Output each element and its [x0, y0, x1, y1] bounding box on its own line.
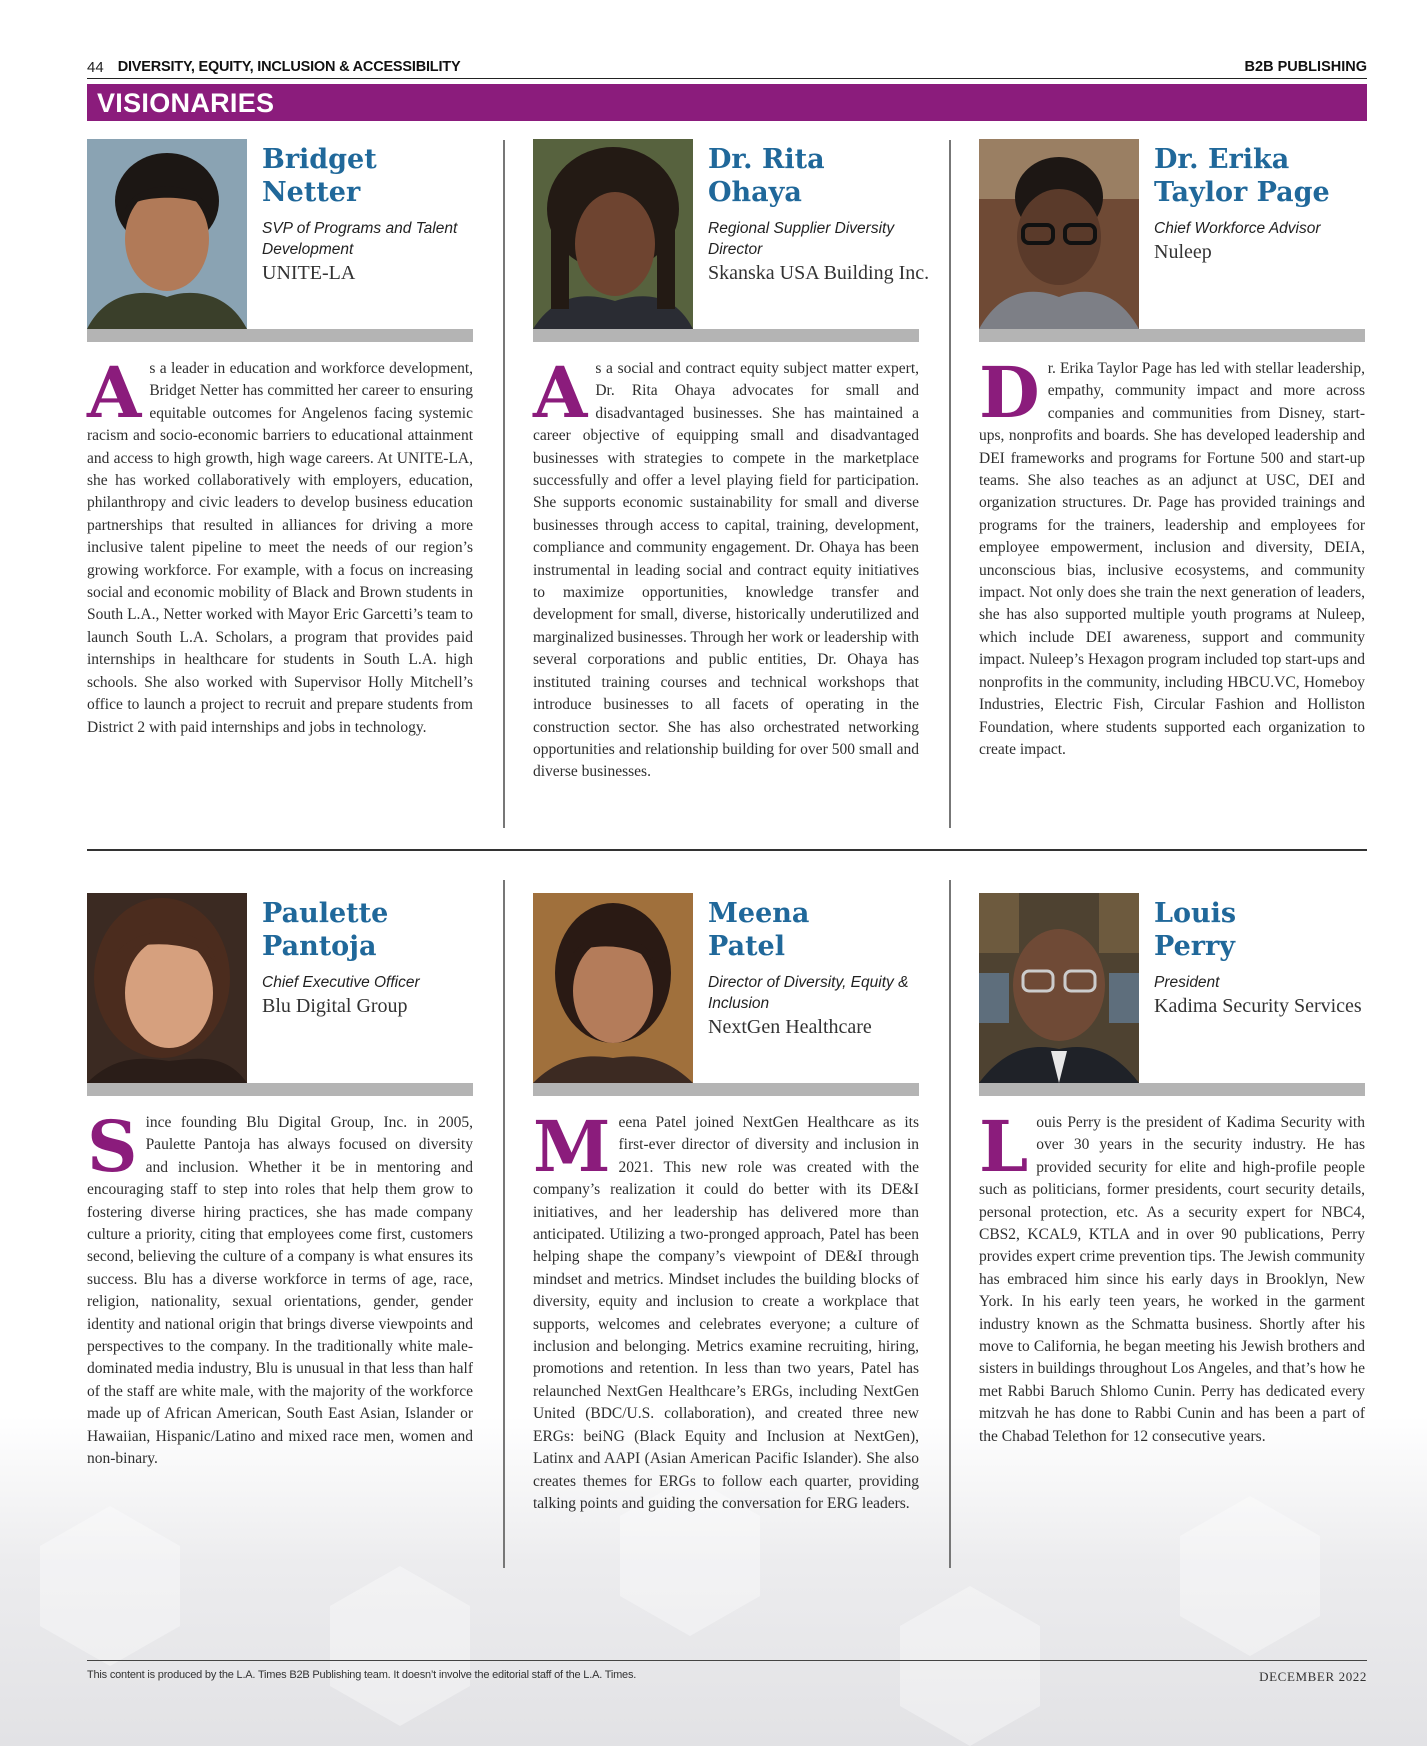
- profile-organization: Skanska USA Building Inc.: [708, 262, 930, 284]
- banner-title: VISIONARIES: [97, 88, 275, 118]
- photo-divider-bar: [979, 329, 1365, 342]
- profile-name-last: Pantoja: [262, 931, 377, 962]
- page-number: 44: [87, 58, 104, 76]
- portrait-photo: [87, 139, 247, 329]
- profile-header: [1154, 897, 1379, 1017]
- profile-name-first: Bridget: [262, 144, 377, 175]
- drop-cap: D: [979, 351, 1040, 434]
- profile-bio: [533, 1105, 919, 1515]
- profile-name-first: Meena: [708, 898, 810, 929]
- profile-header: [708, 897, 933, 1038]
- profile-header: [708, 143, 933, 284]
- column-divider: [503, 140, 505, 828]
- profile-header: [262, 897, 487, 1017]
- drop-cap: A: [533, 351, 588, 434]
- photo-divider-bar: [533, 1083, 919, 1096]
- bio-text: ouis Perry is the president of Kadima Security with over 30 years in the security industry. He has provided security for elite and high-profile people such as politicians, former presidents, court security details, personal protection, etc. As a security expert for NBC4, CBS2, KCAL9, KTLA and in over 90 publications, Perry provides expert crime prevention tips. The Jewish community has embraced him since his early days in Brooklyn, New York. In his early teen years, he worked in the garment industry known as the Schmatta business. Shortly after his move to California, he began meeting his Jewish brothers and sisters in buildings throughout Los Angeles, and that’s how he met Rabbi Baruch Shlomo Cunin. Perry has dedicated every mitzvah he has done to Rabbi Cunin and has been a part of the Chabad Telethon for 12 consecutive years.: [979, 1114, 1365, 1445]
- profile-role: Director of Diversity, Equity & Inclusion: [708, 974, 909, 1012]
- column-divider: [503, 880, 505, 1568]
- bio-text: s a leader in education and workforce development, Bridget Netter has committed her career to ensuring equitable outcomes for Angelenos facing systemic racism and socio-economic barriers to educational attainment and access to high growth, high wage careers. At UNITE-LA, she has worked collaboratively with employers, education, philanthropy and civic leaders to develop business education partnerships that resulted in alliances for driving a more inclusive talent pipeline to meet the needs of our region’s growing workforce. For example, with a focus on increasing social and economic mobility of Black and Brown students in South L.A., Netter worked with Mayor Eric Garcetti’s team to launch South L.A. Scholars, a program that provides paid internships in healthcare for students in South L.A. high schools. She also worked with Supervisor Holly Mitchell’s office to launch a project to recruit and prepare students from District 2 with paid internships and jobs in technology.: [87, 360, 473, 736]
- profile-bio: [979, 351, 1365, 761]
- profile-role: Chief Workforce Advisor: [1154, 220, 1321, 237]
- profile-name-first: Dr. Erika: [1154, 144, 1290, 175]
- bio-text: ince founding Blu Digital Group, Inc. in 2005, Paulette Pantoja has always focused on diversity and inclusion. Whether it be in mentoring and encouraging staff to step into roles that help them grow to fostering diverse hiring practices, she has made company culture a priority, citing that employees come first, customers second, believing the culture of a company is what ensures its success. Blu has a diverse workforce in terms of age, race, religion, nationality, sexual orientations, gender, gender identity and national origin that brings diverse viewpoints and perspectives to the company. In the traditionally white male-dominated media industry, Blu is unusual in that less than half of the staff are white male, with the majority of the workforce made up of African American, South East Asian, Islander or Hawaiian, Hispanic/Latino and mixed race men, women and non-binary.: [87, 1114, 474, 1468]
- photo-divider-bar: [533, 329, 919, 342]
- portrait-photo: [533, 139, 693, 329]
- profile-name-first: Louis: [1154, 898, 1237, 929]
- photo-divider-bar: [979, 1083, 1365, 1096]
- profile-header: [1154, 143, 1379, 263]
- profile-organization: Blu Digital Group: [262, 995, 408, 1017]
- footer-date: DECEMBER 2022: [1259, 1669, 1367, 1684]
- profile-role: SVP of Programs and Talent Development: [262, 220, 458, 258]
- page-header: [87, 56, 1367, 79]
- column-divider: [949, 140, 951, 828]
- profile-name-last: Patel: [708, 931, 785, 962]
- publication-name: B2B PUBLISHING: [1244, 59, 1367, 75]
- visionaries-banner: [87, 84, 1367, 121]
- profile-bio: [87, 1105, 474, 1471]
- portrait-photo: [533, 893, 693, 1083]
- profile-name-last: Taylor Page: [1154, 177, 1330, 208]
- bio-text: r. Erika Taylor Page has led with stellar leadership, empathy, community impact and more across companies and communities from Disney, start-ups, nonprofits and boards. She has developed leadership and DEI frameworks and programs for Fortune 500 and start-up teams. She also teaches as an adjunct at USC, DEI and organization structures. Dr. Page has provided trainings and programs for the trainers, leadership and employees for employee empowerment, inclusion and diversity, DEIA, unconscious bias, inclusive ecosystems, and community impact. Not only does she train the next generation of leaders, she has also supported multiple youth programs at Nuleep, which include DEI awareness, support and community impact. Nuleep’s Hexagon program included top start-ups and nonprofits in the community, including HBCU.VC, Homeboy Industries, Electric Fish, Circular Fashion and Holliston Foundation, where students supported each organization to create impact.: [979, 360, 1365, 758]
- photo-divider-bar: [87, 1083, 473, 1096]
- section-title: DIVERSITY, EQUITY, INCLUSION & ACCESSIBILITY: [117, 59, 461, 75]
- drop-cap: M: [533, 1105, 611, 1188]
- profile-name-first: Dr. Rita: [708, 144, 825, 175]
- profile-organization: Kadima Security Services: [1154, 995, 1362, 1017]
- profile-bio: [979, 1105, 1365, 1448]
- photo-divider-bar: [87, 329, 473, 342]
- profile-organization: NextGen Healthcare: [708, 1016, 872, 1038]
- row-divider: [87, 849, 1367, 851]
- profile-organization: UNITE-LA: [262, 262, 356, 284]
- profile-role: Regional Supplier Diversity Director: [708, 220, 895, 258]
- profile-bio: [87, 351, 473, 739]
- drop-cap: S: [87, 1105, 138, 1188]
- column-divider: [949, 880, 951, 1568]
- profile-bio: [533, 351, 919, 784]
- footer-disclaimer: This content is produced by the L.A. Times B2B Publishing team. It doesn’t involve the editorial staff of the L.A. Times.: [87, 1669, 637, 1681]
- portrait-photo: [979, 893, 1139, 1083]
- page-footer: [87, 1660, 1367, 1685]
- profile-organization: Nuleep: [1154, 241, 1212, 263]
- profile-name-first: Paulette: [262, 898, 389, 929]
- profile-role: Chief Executive Officer: [262, 974, 420, 991]
- profile-role: President: [1154, 974, 1220, 991]
- profile-name-last: Netter: [262, 177, 361, 208]
- bio-text: eena Patel joined NextGen Healthcare as its first-ever director of diversity and inclusion in 2021. This new role was created with the company’s realization it could do better with its DE&I initiatives, and her leadership has delivered more than anticipated. Utilizing a two-pronged approach, Patel has been helping shape the company’s viewpoint of DE&I through mindset and metrics. Mindset includes the building blocks of diversity, equity and inclusion to create a workplace that supports, welcomes and celebrates everyone; a culture of inclusion and belonging. Metrics examine recruiting, hiring, promotions and retention. In less than two years, Patel has relaunched NextGen Healthcare’s ERGs, including NextGen United (BDC/U.S. collaboration), and created three new ERGs: beiNG (Black Equity and Inclusion at NextGen), Latinx and AAPI (Asian American Pacific Islander). She also creates themes for ERGs to follow each quarter, providing talking points and guiding the conversation for ERG leaders.: [533, 1114, 919, 1512]
- portrait-photo: [87, 893, 247, 1083]
- portrait-photo: [979, 139, 1139, 329]
- drop-cap: A: [87, 351, 142, 434]
- profile-header: [262, 143, 487, 284]
- profile-name-last: Ohaya: [708, 177, 802, 208]
- bio-text: s a social and contract equity subject matter expert, Dr. Rita Ohaya advocates for small and disadvantaged businesses. She has maintained a career objective of equipping small and disadvantaged businesses with strategies to compete in the marketplace successfully and offer a level playing field for participation. She supports economic sustainability for small and diverse businesses through access to capital, training, development, compliance and community engagement. Dr. Ohaya has been instrumental in leading social and contract equity initiatives to maximize opportunities, knowledge transfer and development for small, diverse, historically underutilized and marginalized businesses. Through her work or leadership with several corporations and public entities, Dr. Ohaya has instituted training courses and technical workshops that introduce businesses to all facets of operating in the construction sector. She has also orchestrated networking opportunities and relationship building for over 500 small and diverse businesses.: [533, 360, 919, 781]
- drop-cap: L: [979, 1105, 1029, 1188]
- profile-name-last: Perry: [1154, 931, 1235, 962]
